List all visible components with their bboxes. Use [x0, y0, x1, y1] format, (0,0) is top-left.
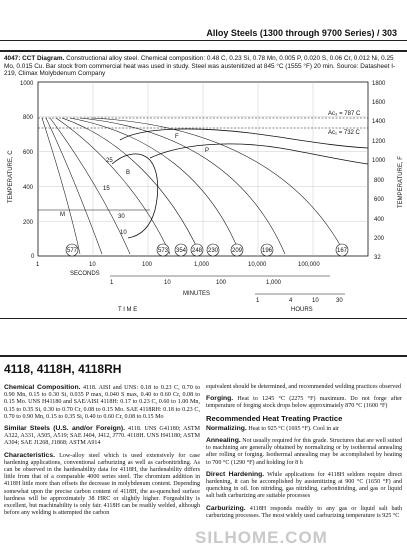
hardness-230 [207, 244, 219, 256]
svg-text:354: 354 [176, 248, 187, 254]
svg-text:10,000: 10,000 [248, 262, 267, 268]
svg-text:1: 1 [110, 280, 114, 286]
curve-label-m: M [60, 212, 65, 218]
svg-text:577: 577 [67, 248, 78, 254]
cct-diagram [0, 78, 407, 348]
curve-label-15: 15 [103, 186, 110, 192]
hardness-196 [261, 244, 273, 256]
svg-text:167: 167 [337, 248, 348, 254]
left-column [4, 384, 200, 521]
curve-label-f: F [175, 134, 179, 140]
hardness-209 [231, 244, 243, 256]
figure-top-rule [0, 50, 407, 52]
ac3-label: Ac₃ = 787 C [328, 111, 361, 117]
svg-text:400: 400 [23, 185, 34, 191]
ac1-label: Ac₁ = 732 C [328, 130, 360, 136]
hardness-167 [336, 244, 348, 256]
hardness-248 [191, 244, 203, 256]
cooling-curves [42, 118, 345, 254]
x-minutes-ticks [110, 280, 282, 286]
svg-text:209: 209 [232, 248, 243, 254]
pearlite-finish-curve [150, 144, 368, 164]
svg-text:100: 100 [216, 280, 227, 286]
svg-text:0: 0 [31, 254, 35, 260]
svg-text:200: 200 [23, 220, 34, 226]
svg-text:10: 10 [89, 262, 96, 268]
minutes-label: MINUTES [183, 291, 210, 297]
svg-text:100: 100 [142, 262, 153, 268]
hardness-markers [66, 244, 348, 256]
paragraph-text: Heat to 1245 °C (2275 °F) maximum. Do not forge after temperature of forging stock drops below approximately 870 °C (1600 °F) [206, 396, 402, 410]
paragraph-text: Not usually required for this grade. Structures that are well suited to machining are generally obtained by normalizing or by isothermal annealing after rolling or forging. Isothermal annealing may be accomplished by heating to 700 °C (1290 °F) and holding for 8 h [206, 438, 402, 466]
figure-caption-head: 4047: CCT Diagram. [4, 55, 65, 62]
plot-grid [38, 82, 368, 256]
paragraph-text: 4118H responds readily to any gas or liquid salt bath carburizing processes. The most widely used carburizing temperature is 925 °C [206, 505, 402, 519]
svg-text:1800: 1800 [372, 81, 386, 87]
paragraph-text: 4118. UNS G41180; ASTM A322, A331, A505, A519; SAE J404, J412, J770. 4118H. UNS H41180; ASTM A304; SAE J1268, J1868; ASTM A914 [4, 426, 201, 447]
watermark: SILHOME.COM [195, 528, 328, 547]
paragraph-head: Annealing. [206, 437, 241, 445]
svg-text:32: 32 [374, 255, 381, 261]
hours-label: HOURS [291, 307, 313, 313]
x-seconds-ticks [36, 262, 320, 268]
paragraph-text: While applications for 4118H seldom require direct hardening, it can be accomplished by austenitizing at 900 °C (1650 °F) and quenching in oil. Ion nitriding, gas nitriding, carbonitriding, and gas or liquid salt bath carburizing are suitable processes [206, 471, 402, 500]
paragraph-head: Normalizing. [206, 424, 247, 432]
time-label: T I M E [118, 307, 138, 313]
svg-text:1: 1 [256, 298, 260, 304]
figure-bottom-rule [0, 318, 407, 319]
paragraph-head: Chemical Composition. [4, 384, 81, 391]
normalizing-paragraph [206, 425, 402, 433]
annealing-paragraph [206, 437, 402, 467]
svg-text:10: 10 [164, 280, 171, 286]
svg-text:400: 400 [374, 217, 385, 223]
forging-paragraph [206, 395, 402, 410]
svg-text:10: 10 [312, 298, 319, 304]
y-left-label: TEMPERATURE, C [8, 150, 14, 203]
paragraph-head: Direct Hardening. [206, 470, 265, 478]
svg-text:800: 800 [23, 115, 34, 121]
direct-hardening-paragraph [206, 471, 402, 501]
similar-steels-paragraph [4, 425, 200, 448]
bainite-curve [112, 154, 158, 238]
svg-text:30: 30 [336, 298, 343, 304]
svg-text:200: 200 [374, 236, 385, 242]
article-top-rule [0, 355, 407, 357]
svg-text:100,000: 100,000 [298, 262, 320, 268]
continued-paragraph: equivalent should be determined, and recommended welding practices observed [206, 384, 402, 390]
curve-label-30: 30 [118, 214, 125, 220]
svg-text:1,000: 1,000 [194, 262, 210, 268]
paragraph-head: Characteristics. [4, 451, 56, 459]
svg-text:800: 800 [374, 178, 385, 184]
right-column [206, 384, 402, 524]
carburizing-paragraph [206, 505, 402, 520]
hardness-577 [66, 244, 78, 256]
paragraph-text: 4118. AISI and UNS: 0.18 to 0.23 C, 0.70 to 0.90 Mn, 0.15 to 0.30 Si, 0.035 P max, 0.040 S max, 0.40 to 0.60 Cr, 0.08 to 0.15 Mo. UNS H41180 and SAE/AISI 4118H: 0.17 to 0.23 C, 0.60 to 1.00 Mn, 0.15 to 0.35 Si, 0.30 to 0.70 Cr, 0.08 to 0.15 Mo. SAE 4118RH: 0.18 to 0.23 C, 0.70 to 0.90 Mn, 0.15 to 0.35 Si, 0.40 to 0.60 Cr, 0.08 to 0.15 Mo [4, 385, 200, 420]
figure-caption-text: Constructional alloy steel. Chemical composition: 0.48 C, 0.23 Si, 0.78 Mn, 0.005 P, 0.020 S, 0.06 Cr, 0.012 Ni, 0.25 Mo, 0.015 Cu. Bar stock from commercial heat was used in study. Steel was austenitized at 845 °C (1555 °F) 20 min. Source: Datasheet I-219, Climax Molybdenum Company [4, 55, 396, 78]
hardness-573 [157, 244, 169, 256]
running-header: Alloy Steels (1300 through 9700 Series) / 303 [206, 28, 397, 38]
y-right-ticks [372, 81, 386, 261]
svg-text:1200: 1200 [372, 139, 386, 145]
curve-label-b: B [126, 170, 131, 176]
curve-label-10: 10 [120, 230, 127, 236]
svg-text:196: 196 [262, 248, 273, 254]
curve-label-p: P [205, 148, 210, 154]
paragraph-head: Carburizing. [206, 504, 246, 512]
heat-treating-section-title: Recommended Heat Treating Practice [206, 413, 343, 423]
svg-text:1600: 1600 [372, 100, 386, 106]
svg-text:600: 600 [23, 150, 34, 156]
paragraph-head: Similar Steels (U.S. and/or Foreign). [4, 425, 126, 433]
curve-label-25: 25 [106, 158, 113, 164]
paragraph-text: Heat to 925 °C (1695 °F). Cool in air [246, 425, 340, 432]
y-right-label: TEMPERATURE, F [398, 156, 404, 208]
article-title: 4118, 4118H, 4118RH [4, 362, 122, 376]
svg-text:1,000: 1,000 [266, 280, 282, 286]
paragraph-head: Forging. [206, 395, 234, 403]
y-left-ticks [20, 81, 35, 260]
paragraph-text: Low-alloy steel which is used extensively for case hardening applications, conventional carburizing as well as carbonitriding. As can be observed in the hardenability data for 4118H, the hardenability differs little from that of a comparable 4000 series steel. The chromium addition in 4118H little more than offsets the decrease in molybdenum content. Depending somewhat upon the precise carbon content of 4118H, the as-quenched surface hardness will be approximately 38 HRC or slightly higher. Forgeability is excellent, but machinability is only fair. 4118H can be readily welded, although before any welding is attempted the carbon [4, 452, 200, 517]
hardness-354 [175, 244, 187, 256]
svg-text:1400: 1400 [372, 119, 386, 125]
svg-text:4: 4 [289, 298, 293, 304]
svg-text:573: 573 [158, 248, 169, 254]
svg-text:600: 600 [374, 197, 385, 203]
seconds-label: SECONDS [70, 271, 100, 277]
svg-text:1000: 1000 [20, 81, 34, 87]
x-hours-ticks [256, 298, 343, 304]
characteristics-paragraph [4, 452, 200, 518]
svg-text:1: 1 [36, 262, 40, 268]
svg-text:1000: 1000 [372, 158, 386, 164]
header-rule [0, 40, 407, 41]
figure-caption [4, 55, 402, 78]
svg-text:248: 248 [192, 248, 203, 254]
svg-text:230: 230 [208, 248, 219, 254]
chemical-composition-paragraph [4, 384, 200, 421]
